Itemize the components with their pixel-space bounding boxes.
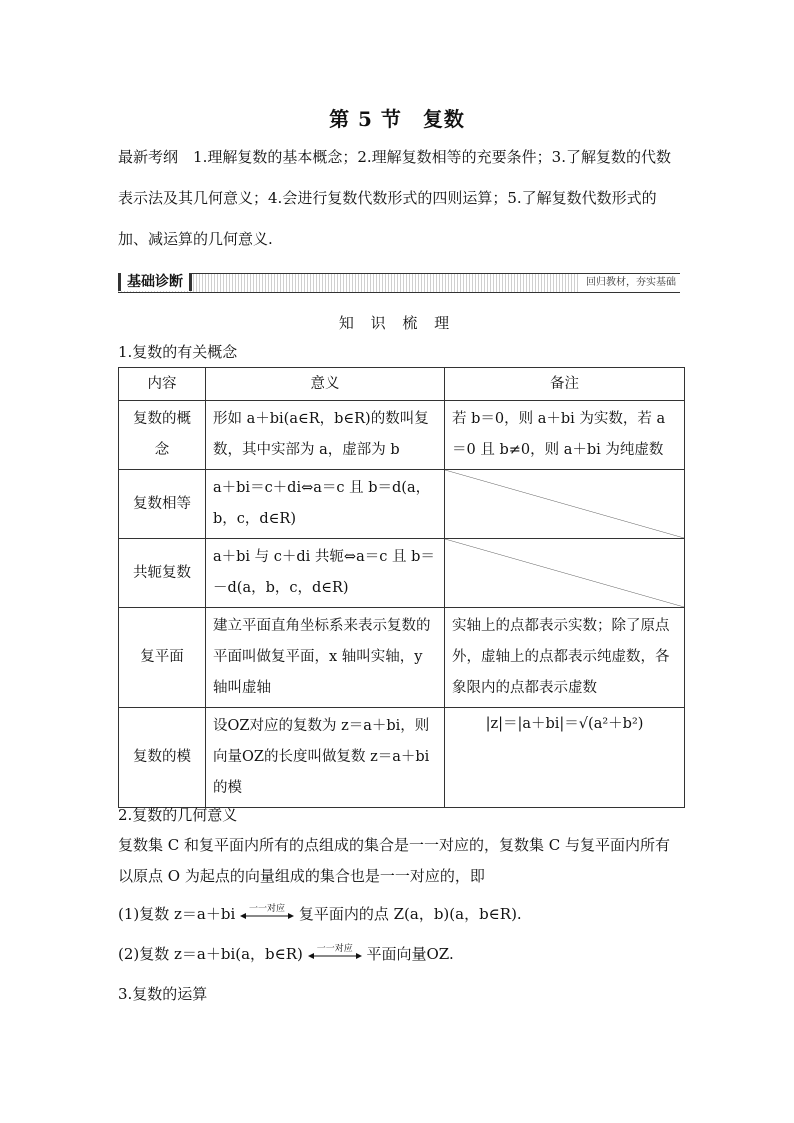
row-name: 复数的概念 [119,401,206,470]
row-note: 实轴上的点都表示实数；除了原点外，虚轴上的点都表示纯虚数，各象限内的点都表示虚数 [445,608,685,708]
table-row [119,708,685,808]
table-row [119,539,685,608]
row-meaning: 形如 a＋bi(a∈R，b∈R)的数叫复数，其中实部为 a，虚部为 b [206,401,445,470]
row-name: 共轭复数 [119,539,206,608]
syllabus-label: 最新考纲 [118,148,179,166]
row-meaning: 建立平面直角坐标系来表示复数的平面叫做复平面，x 轴叫实轴，y 轴叫虚轴 [206,608,445,708]
table-header: 意义 [206,368,445,401]
table-row [119,401,685,470]
row-name: 复数的模 [119,708,206,808]
banner-subtitle: 回归教材，夯实基础 [578,274,680,292]
diagonal-line [445,470,684,538]
empty-note-cell [445,539,685,608]
bidirectional-arrow-icon [308,944,362,962]
arrow-label: 一一对应 [316,944,353,954]
subheading-concepts: 1.复数的有关概念 [118,343,238,361]
row-name: 复数相等 [119,470,206,539]
table-header-row [119,368,685,401]
subheading-geometry: 2.复数的几何意义 [118,806,238,824]
row-meaning: a＋bi＝c＋di⇔a＝c 且 b＝d(a，b，c，d∈R) [206,470,445,539]
line2-left: (2)复数 z＝a＋bi(a，b∈R) [118,945,303,963]
section-banner [118,273,680,293]
row-meaning: 设OZ对应的复数为 z＝a＋bi，则向量OZ的长度叫做复数 z＝a＋bi 的模 [206,708,445,808]
line1-left: (1)复数 z＝a＋bi [118,905,236,923]
diagonal-line [445,539,684,607]
subheading-operations: 3.复数的运算 [118,985,208,1003]
correspondence-line-2 [118,943,454,964]
row-note: 若 b＝0，则 a＋bi 为实数，若 a＝0 且 b≠0，则 a＋bi 为纯虚数 [445,401,685,470]
row-meaning: a＋bi 与 c＋di 共轭⇔a＝c 且 b＝－d(a，b，c，d∈R) [206,539,445,608]
concepts-table [118,367,685,808]
modulus-formula: |z|＝|a＋bi|＝√(a²＋b²) [445,708,685,808]
row-name: 复平面 [119,608,206,708]
bidirectional-arrow-icon [240,904,294,922]
table-header: 备注 [445,368,685,401]
correspondence-line-1 [118,903,522,924]
syllabus [118,137,678,260]
empty-note-cell [445,470,685,539]
syllabus-text: 1.理解复数的基本概念；2.理解复数相等的充要条件；3.了解复数的代数表示法及其几何意义；4.会进行复数代数形式的四则运算；5.了解复数代数形式的加、减运算的几何意义. [118,148,671,248]
table-header: 内容 [119,368,206,401]
table-row [119,608,685,708]
table-row [119,470,685,539]
section-heading: 知 识 梳 理 [338,314,456,332]
page-title: 第 5 节 复数 [329,107,465,131]
banner-label: 基础诊断 [118,273,192,291]
line2-right: 平面向量OZ. [366,945,454,963]
arrow-label: 一一对应 [249,904,286,914]
geometry-paragraph: 复数集 C 和复平面内所有的点组成的集合是一一对应的，复数集 C 与复平面内所有以原点 O 为起点的向量组成的集合也是一一对应的，即 [118,836,671,885]
line1-right: 复平面内的点 Z(a，b)(a，b∈R). [298,905,522,923]
